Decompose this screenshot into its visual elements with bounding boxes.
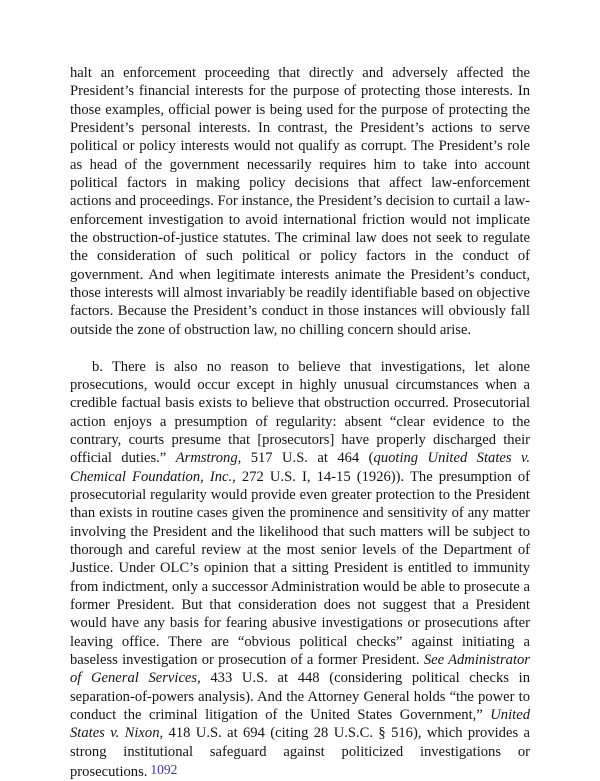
- body-text-run: 433 U.S. at 448 (considering political checks in separation-of-powers analysis). And the Attorney General holds “the power to conduct the criminal litigation of the United States Government,”: [70, 670, 530, 723]
- case-citation-italic: See Administrator of General Services,: [70, 652, 530, 686]
- case-citation-italic: Armstrong,: [176, 450, 242, 466]
- case-citation-italic: United States v. Nixon,: [70, 707, 530, 741]
- text-column: [70, 64, 530, 781]
- body-text-run: 272 U.S. I, 14-15 (1926)). The presumption of prosecutorial regularity would provide even greater protection to the President than exists in routine cases given the prominence and sensitivity of any matter involving the President and the likelihood that such matters will be subject to thorough and careful review at the most senior levels of the Department of Justice. Under OLC’s opinion that a sitting President is entitled to immunity from indictment, only a successor Administration would be able to prosecute a former President. But that consideration does not suggest that a President would have any basis for fearing abusive investigations or prosecutions after leaving office. There are “obvious political checks” against initiating a baseless investigation or prosecution of a former President.: [70, 469, 530, 668]
- footnote-reference-link[interactable]: 1092: [150, 762, 177, 777]
- paragraph-spacer: [70, 339, 530, 357]
- body-text-run: 418 U.S. at 694 (citing 28 U.S.C. § 516), which provides a strong institutional safeguard against politicized investigations or prosecutions.: [70, 725, 530, 780]
- body-text-run: halt an enforcement proceeding that directly and adversely affected the President’s financial interests for the purpose of protecting those interests. In those examples, official power is being used for the purpose of protecting the President’s personal interests. In contrast, the President’s actions to serve political or policy interests would not qualify as corrupt. The President’s role as head of the government necessarily requires him to take into account political factors in making policy decisions that affect law-enforcement actions and proceedings. For instance, the President’s decision to curtail a law-enforcement investigation to avoid international friction would not implicate the obstruction-of-justice statutes. The criminal law does not seek to regulate the consideration of such political or policy factors in the conduct of government. And when legitimate interests animate the President’s conduct, those interests will almost invariably be readily identifiable based on objective factors. Because the President’s conduct in those instances will obviously fall outside the zone of obstruction law, no chilling concern should arise.: [70, 65, 530, 338]
- case-citation-italic: quoting United States v. Chemical Foundation, Inc.,: [70, 450, 530, 484]
- paragraph-b-prosecutorial-regularity: [70, 358, 530, 781]
- paragraph-obstruction-zone: [70, 64, 530, 339]
- body-text-run: b. There is also no reason to believe that investigations, let alone prosecutions, would occur except in highly unusual circumstances when a credible factual basis exists to believe that obstruction occurred. Prosecutorial action enjoys a presumption of regularity: absent “clear evidence to the contrary, courts presume that [prosecutors] have properly discharged their official duties.”: [70, 359, 530, 467]
- body-text-run: 517 U.S. at 464 (: [241, 450, 373, 466]
